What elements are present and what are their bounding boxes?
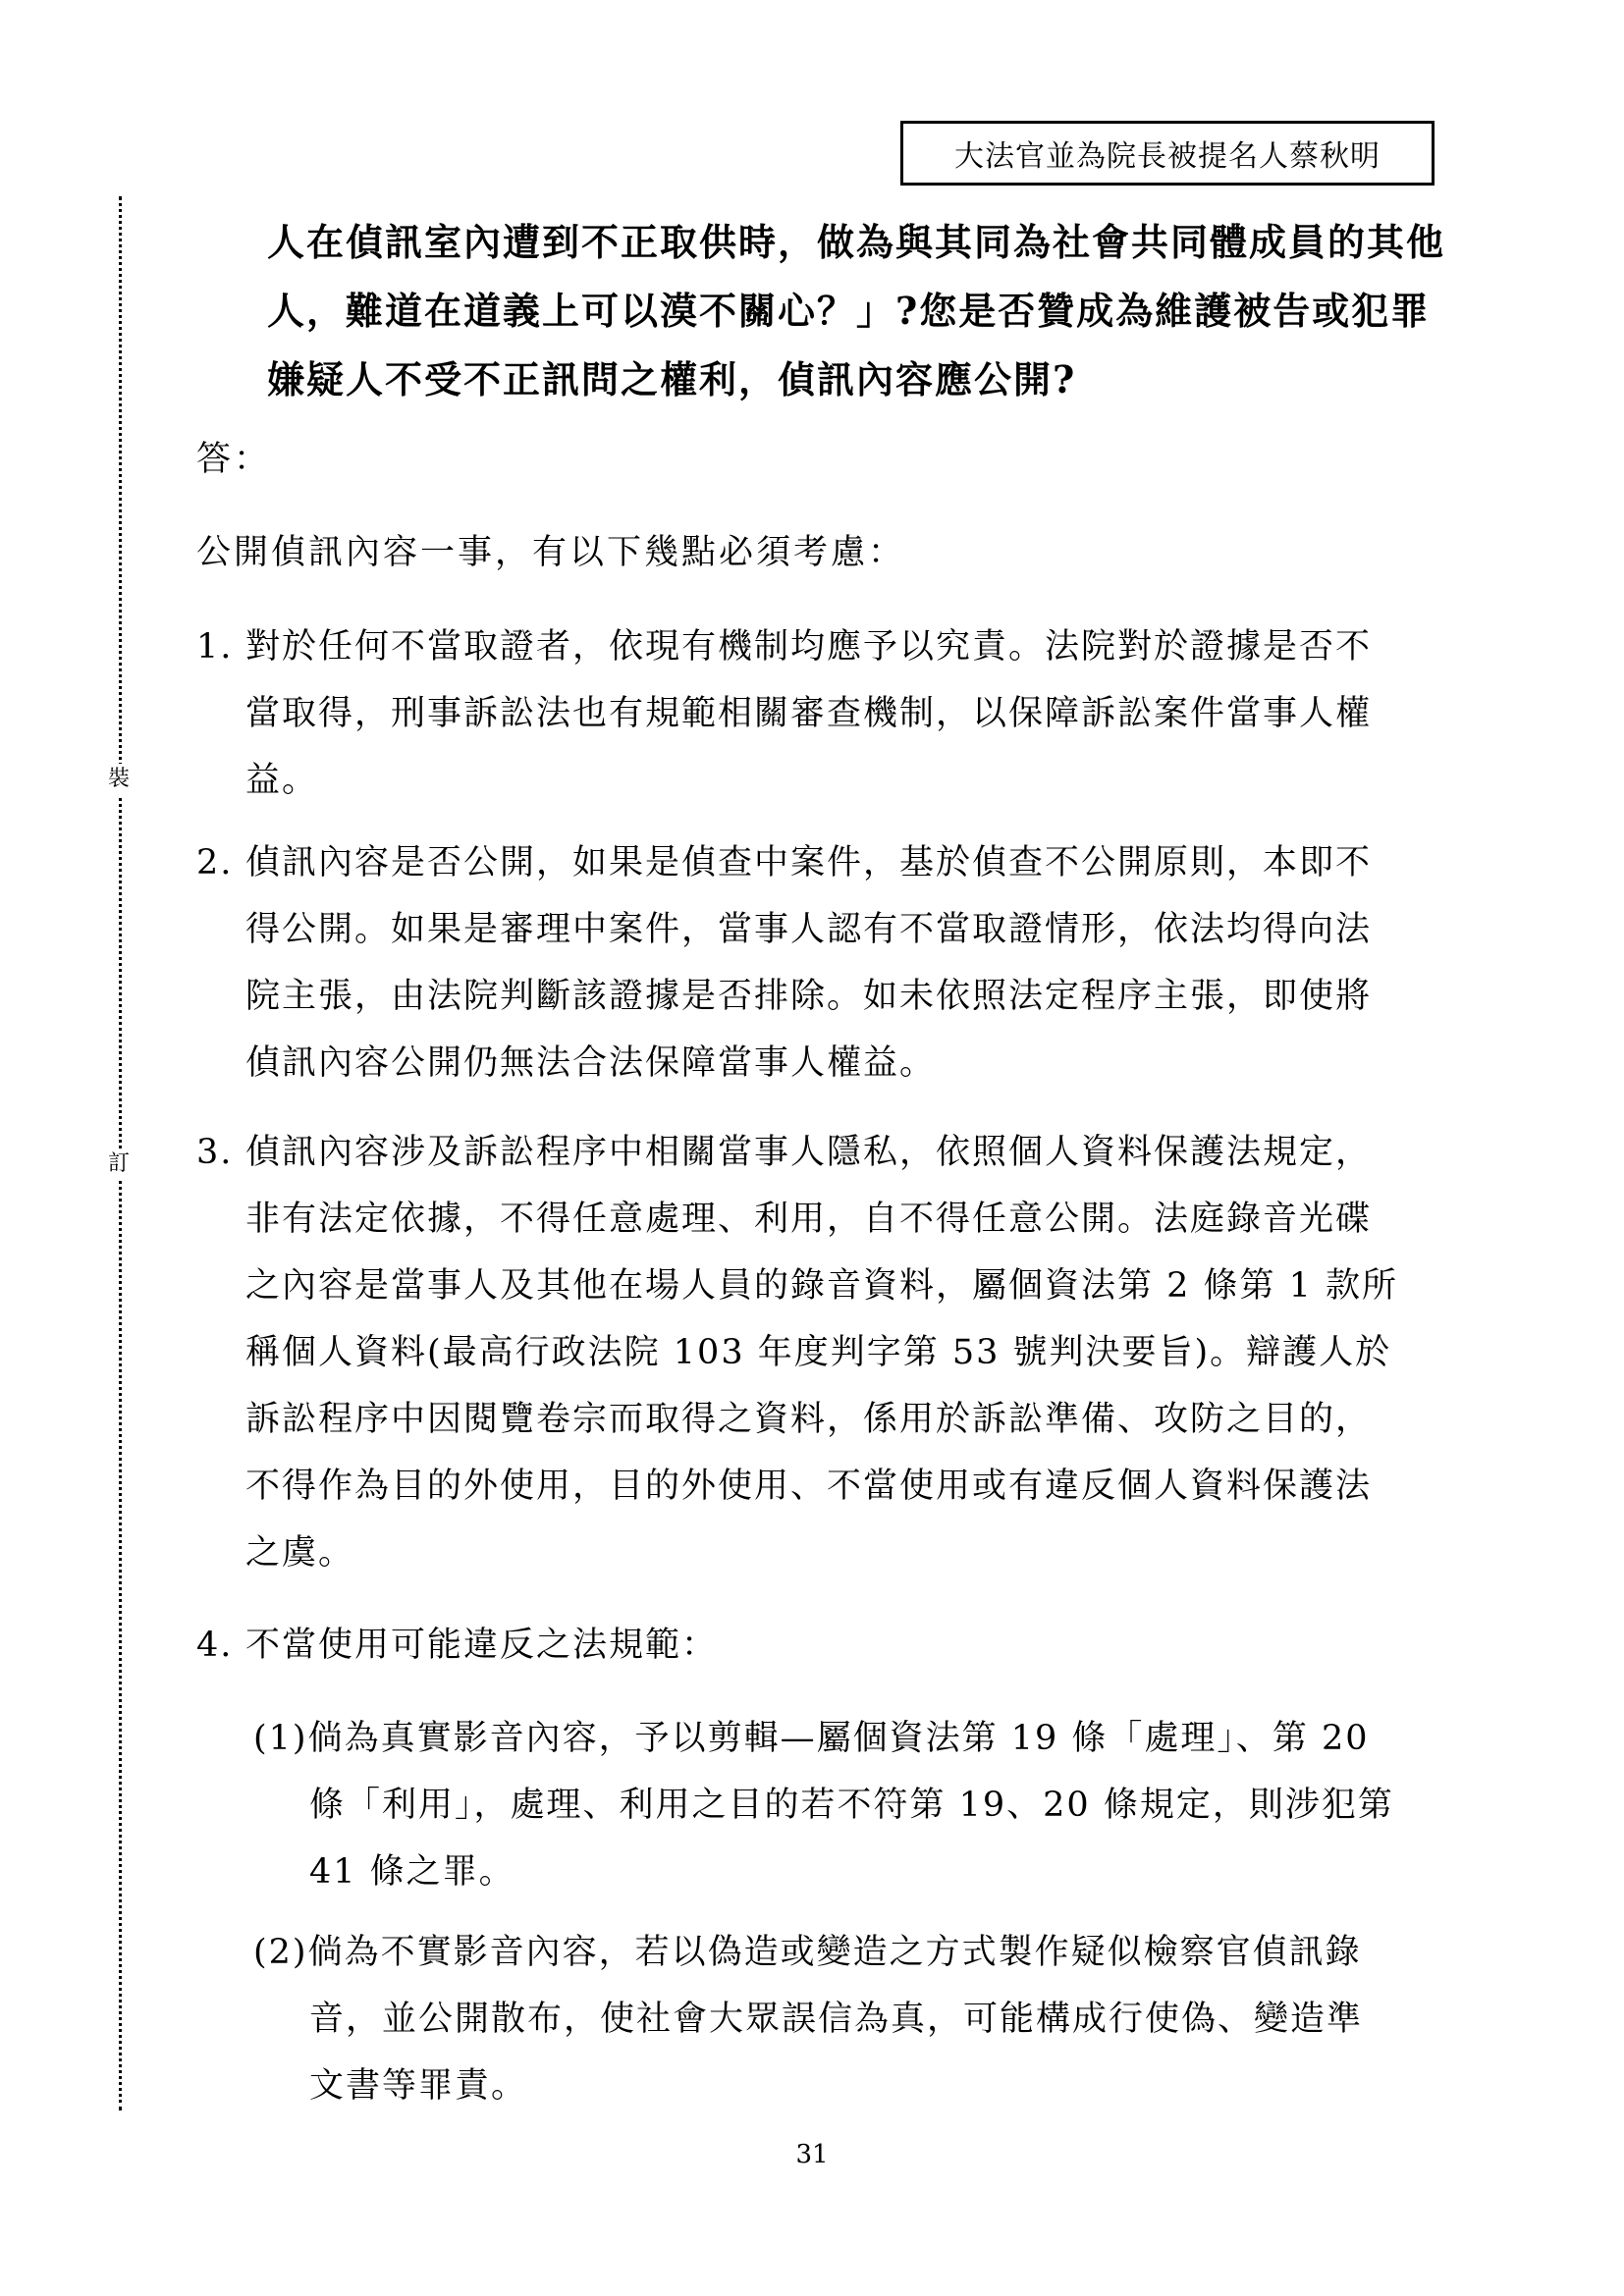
list-item-line: 院主張，由法院判斷該證據是否排除。如未依照法定程序主張，即使將: [245, 977, 1373, 1016]
list-item-number: 1.: [196, 627, 234, 667]
list-item-1: [196, 614, 1435, 814]
sub-item-1: [253, 1705, 1435, 1905]
list-item-3: [196, 1119, 1435, 1586]
sub-item-line: 41 條之罪。: [309, 1852, 515, 1892]
answer-label: 答：: [196, 440, 272, 479]
list-item-line: 益。: [245, 761, 319, 800]
page-number: 31: [795, 2140, 829, 2169]
sub-item-line: 文書等罪責。: [309, 2066, 528, 2106]
sub-item-line: (2)倘為不實影音內容，若以偽造或變造之方式製作疑似檢察官偵訊錄: [253, 1933, 1362, 1972]
binding-mark-ding: 訂: [103, 1148, 135, 1180]
sub-item-line: 音，並公開散布，使社會大眾誤信為真，可能構成行使偽、變造準: [309, 2000, 1364, 2039]
list-item-line: 不當使用可能違反之法規範：: [245, 1626, 719, 1665]
list-item-line: 之內容是當事人及其他在場人員的錄音資料，屬個資法第 2 條第 1 款所: [245, 1266, 1399, 1306]
list-item-line: 偵訊內容是否公開，如果是偵查中案件，基於偵查不公開原則，本即不: [245, 843, 1373, 882]
list-item-line: 偵訊內容公開仍無法合法保障當事人權益。: [245, 1043, 937, 1083]
question-line: 人，難道在道義上可以漠不關心？」?您是否贊成為維護被告或犯罪: [267, 289, 1431, 333]
list-item-line: 非有法定依據，不得任意處理、利用，自不得任意公開。法庭錄音光碟: [245, 1200, 1373, 1239]
list-item-2: [196, 829, 1435, 1096]
question-text: [267, 208, 1446, 414]
list-item-number: 4.: [196, 1626, 234, 1665]
list-item-line: 得公開。如果是審理中案件，當事人認有不當取證情形，依法均得向法: [245, 910, 1373, 949]
list-item-number: 2.: [196, 843, 234, 882]
answer-intro: 公開偵訊內容一事，有以下幾點必須考慮：: [196, 533, 906, 572]
list-item-line: 當取得，刑事訴訟法也有規範相關審查機制，以保障訴訟案件當事人權: [245, 694, 1373, 733]
sub-item-line: (1)倘為真實影音內容，予以剪輯—屬個資法第 19 條「處理」、第 20: [253, 1719, 1370, 1758]
list-item-line: 對於任何不當取證者，依現有機制均應予以究責。法院對於證據是否不: [245, 627, 1373, 667]
list-item-line: 訴訟程序中因閱覽卷宗而取得之資料，係用於訴訟準備、攻防之目的，: [245, 1400, 1373, 1439]
list-item-line: 不得作為目的外使用，目的外使用、不當使用或有違反個人資料保護法: [245, 1467, 1373, 1506]
list-item-line: 之虞。: [245, 1533, 355, 1573]
list-item-number: 3.: [196, 1133, 234, 1172]
list-item-4: [196, 1612, 1435, 1679]
list-item-line: 偵訊內容涉及訴訟程序中相關當事人隱私，依照個人資料保護法規定，: [245, 1133, 1373, 1172]
question-line: 嫌疑人不受不正訊問之權利，偵訊內容應公開?: [267, 357, 1077, 401]
sub-item-2: [253, 1919, 1435, 2119]
binding-mark-zhuang: 裝: [103, 764, 135, 795]
list-item-line: 稱個人資料(最高行政法院 103 年度判字第 53 號判決要旨)。辯護人於: [245, 1333, 1392, 1372]
nominee-header-box: 大法官並為院長被提名人蔡秋明: [900, 121, 1435, 186]
question-line: 人在偵訊室內遭到不正取供時，做為與其同為社會共同體成員的其他: [267, 220, 1446, 264]
sub-item-line: 條「利用」，處理、利用之目的若不符第 19、20 條規定，則涉犯第: [309, 1786, 1394, 1825]
